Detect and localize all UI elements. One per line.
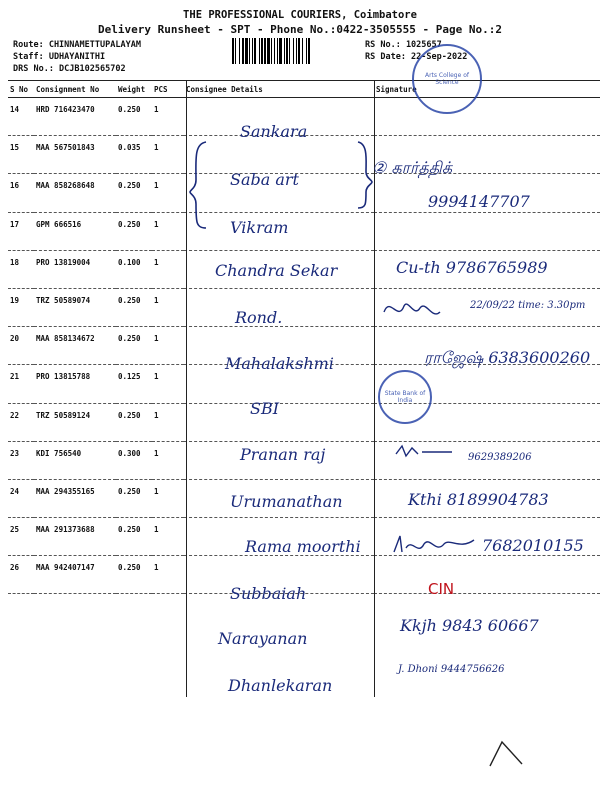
sno-cell: 19: [8, 288, 34, 326]
col-pcs: PCS: [152, 81, 184, 98]
signature-scribble: [392, 438, 462, 466]
sno-cell: 15: [8, 136, 34, 174]
pcs-cell: 1: [152, 288, 184, 326]
weight-cell: 0.035: [116, 136, 152, 174]
consignment-cell: MAA 291373688: [34, 518, 116, 556]
weight-cell: 0.300: [116, 441, 152, 479]
weight-cell: 0.250: [116, 479, 152, 517]
handwritten-name: Mahalakshmi: [225, 354, 334, 373]
consignment-cell: MAA 294355165: [34, 479, 116, 517]
pcs-cell: 1: [152, 479, 184, 517]
handwritten-signature: Cu-th 9786765989: [396, 258, 548, 277]
table-row: [8, 403, 600, 441]
column-divider: [186, 80, 187, 697]
pcs-cell: 1: [152, 518, 184, 556]
weight-cell: 0.250: [116, 327, 152, 365]
handwritten-name: Subbaiah: [230, 584, 307, 603]
barcode-bar: [310, 38, 311, 64]
handwritten-name: Pranan raj: [240, 445, 326, 464]
handwritten-signature: 22/09/22 time: 3.30pm: [470, 300, 586, 311]
handwritten-signature: 7682010155: [482, 536, 584, 555]
weight-cell: 0.125: [116, 365, 152, 403]
weight-cell: 0.100: [116, 250, 152, 288]
handwritten-signature: J. Dhoni 9444756626: [398, 664, 505, 675]
college-stamp: Arts College of Science: [412, 44, 482, 114]
col-consignment: Consignment No: [34, 81, 116, 98]
pcs-cell: 1: [152, 174, 184, 212]
handwritten-name: Chandra Sekar: [215, 261, 338, 280]
sno-cell: 18: [8, 250, 34, 288]
handwritten-signature: CIN: [428, 580, 455, 598]
consignment-cell: PRO 13815788: [34, 365, 116, 403]
sno-cell: 17: [8, 212, 34, 250]
pcs-cell: 1: [152, 403, 184, 441]
sno-cell: 21: [8, 365, 34, 403]
pcs-cell: 1: [152, 136, 184, 174]
sno-cell: 25: [8, 518, 34, 556]
handwritten-name: Vikram: [230, 218, 289, 237]
pen-mark: [486, 736, 526, 770]
signature-scribble: [390, 530, 480, 560]
handwritten-signature: Kkjh 9843 60667: [400, 616, 539, 635]
weight-cell: 0.250: [116, 98, 152, 136]
consignment-cell: HRD 716423470: [34, 98, 116, 136]
handwritten-name: Urumanathan: [230, 492, 343, 511]
sno-cell: 24: [8, 479, 34, 517]
sno-cell: 26: [8, 556, 34, 594]
table-header-row: [8, 81, 600, 98]
handwritten-name: Sankara: [240, 122, 308, 141]
weight-cell: 0.250: [116, 518, 152, 556]
sno-cell: 23: [8, 441, 34, 479]
route-label: Route: CHINNAMETTUPALAYAM: [13, 40, 141, 50]
signature-cell: [374, 212, 600, 250]
consignment-cell: GPM 666516: [34, 212, 116, 250]
consignment-cell: TRZ 50589074: [34, 288, 116, 326]
sno-cell: 22: [8, 403, 34, 441]
signature-scribble: [380, 292, 450, 328]
staff-label: Staff: UDHAYANITHI: [13, 52, 106, 62]
handwritten-name: Rama moorthi: [245, 537, 361, 556]
weight-cell: 0.250: [116, 403, 152, 441]
handwritten-name: SBI: [250, 399, 280, 418]
consignment-cell: MAA 858134672: [34, 327, 116, 365]
pcs-cell: 1: [152, 212, 184, 250]
weight-cell: 0.250: [116, 212, 152, 250]
pcs-cell: 1: [152, 327, 184, 365]
consignment-cell: MAA 942407147: [34, 556, 116, 594]
handwritten-signature: ② கார்த்திக்: [372, 158, 453, 177]
brace-mark: [188, 140, 210, 230]
runsheet-table: [8, 80, 600, 594]
handwritten-name: Rond.: [235, 308, 283, 327]
rs-date: RS Date: 22-Sep-2022: [365, 52, 468, 62]
table-row: [8, 136, 600, 174]
table-row: [8, 212, 600, 250]
col-signature: Signature: [374, 81, 600, 98]
handwritten-signature: 9629389206: [468, 452, 532, 463]
handwritten-signature: ராஜேஷ் 6383600260: [424, 348, 591, 367]
handwritten-signature: Kthi 8189904783: [408, 490, 549, 509]
pcs-cell: 1: [152, 441, 184, 479]
pcs-cell: 1: [152, 98, 184, 136]
signature-cell: [374, 98, 600, 136]
col-sno: S No: [8, 81, 34, 98]
handwritten-name: Narayanan: [218, 629, 308, 648]
weight-cell: 0.250: [116, 288, 152, 326]
consignment-cell: PRO 13819004: [34, 250, 116, 288]
consignment-cell: MAA 858268648: [34, 174, 116, 212]
barcode: [232, 38, 360, 64]
pcs-cell: 1: [152, 556, 184, 594]
sno-cell: 20: [8, 327, 34, 365]
col-consignee: Consignee Details: [184, 81, 374, 98]
weight-cell: 0.250: [116, 556, 152, 594]
weight-cell: 0.250: [116, 174, 152, 212]
consignment-cell: TRZ 50589124: [34, 403, 116, 441]
rs-number: RS No.: 1025657: [365, 40, 442, 50]
sno-cell: 16: [8, 174, 34, 212]
document-title: THE PROFESSIONAL COURIERS, Coimbatore: [183, 9, 417, 21]
consignee-cell: [184, 136, 374, 174]
handwritten-signature: 9994147707: [428, 192, 530, 211]
consignment-cell: MAA 567501843: [34, 136, 116, 174]
bank-stamp: State Bank of India: [378, 370, 432, 424]
col-weight: Weight: [116, 81, 152, 98]
handwritten-name: Dhanlekaran: [228, 676, 333, 695]
sno-cell: 14: [8, 98, 34, 136]
document-subtitle: Delivery Runsheet - SPT - Phone No.:0422-3505555 - Page No.:2: [98, 23, 502, 36]
consignment-cell: KDI 756540: [34, 441, 116, 479]
signature-cell: [374, 556, 600, 594]
pcs-cell: 1: [152, 250, 184, 288]
drs-number: DRS No.: DCJB102565702: [13, 64, 126, 74]
pcs-cell: 1: [152, 365, 184, 403]
handwritten-name: Saba art: [230, 170, 299, 189]
